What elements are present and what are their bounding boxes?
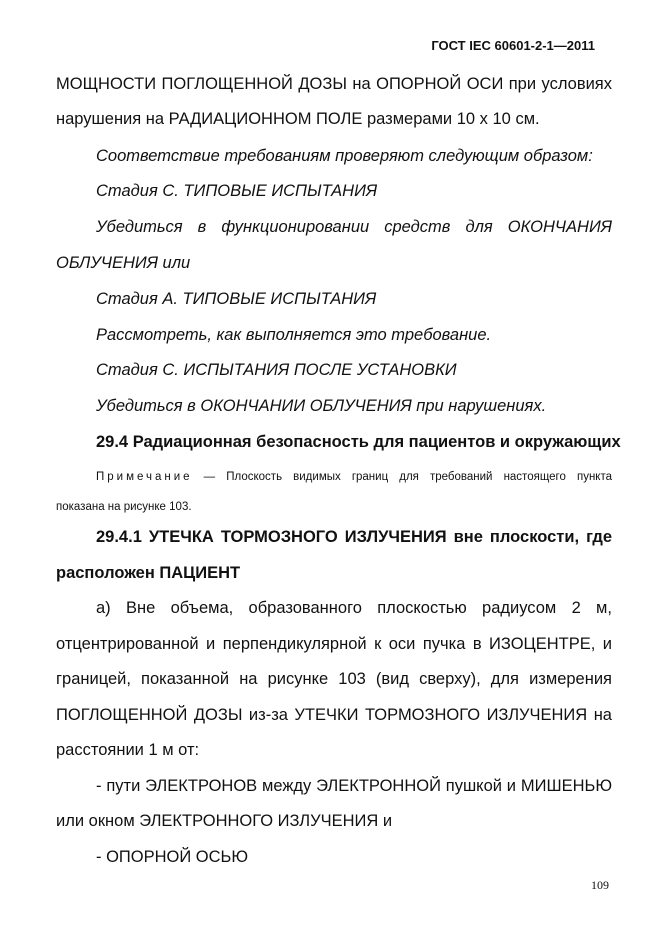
body-line: Стадия С. ИСПЫТАНИЯ ПОСЛЕ УСТАНОВКИ [96, 361, 457, 379]
body-line: расстоянии 1 м от: [56, 741, 200, 759]
body-line: или окном ЭЛЕКТРОННОГО ИЗЛУЧЕНИЯ и [56, 812, 393, 830]
body-line: нарушения на РАДИАЦИОННОМ ПОЛЕ размерами 10 х 10 см. [56, 110, 540, 128]
body-line: а) Вне объема, образованного плоскостью радиусом 2 м, [96, 599, 612, 617]
note-line [96, 466, 612, 488]
body-line: Стадия А. ТИПОВЫЕ ИСПЫТАНИЯ [96, 290, 377, 308]
body-line: - пути ЭЛЕКТРОНОВ между ЭЛЕКТРОННОЙ пушкой и МИШЕНЬЮ [96, 777, 612, 795]
body-line: ПОГЛОЩЕННОЙ ДОЗЫ из-за УТЕЧКИ ТОРМОЗНОГО ИЗЛУЧЕНИЯ на [56, 706, 612, 724]
body-line: Убедиться в функционировании средств для ОКОНЧАНИЯ [96, 218, 612, 236]
body-line: ОБЛУЧЕНИЯ или [56, 254, 191, 272]
page-number: 109 [591, 878, 609, 892]
document-header: ГОСТ IEC 60601-2-1—2011 [431, 38, 595, 53]
body-line: Стадия С. ТИПОВЫЕ ИСПЫТАНИЯ [96, 182, 378, 200]
body-line: Соответствие требованиям проверяют следующим образом: [96, 147, 593, 165]
note-text: — Плоскость видимых границ для требований настоящего пункта [192, 471, 612, 483]
note-line: показана на рисунке 103. [56, 501, 192, 513]
body-line: Убедиться в ОКОНЧАНИИ ОБЛУЧЕНИЯ при нарушениях. [96, 397, 547, 415]
body-line: МОЩНОСТИ ПОГЛОЩЕННОЙ ДОЗЫ на ОПОРНОЙ ОСИ при условиях [56, 75, 612, 93]
body-line: границей, показанной на рисунке 103 (вид сверху), для измерения [56, 670, 612, 688]
subsection-heading: 29.4.1 УТЕЧКА ТОРМОЗНОГО ИЗЛУЧЕНИЯ вне плоскости, где [96, 528, 612, 546]
subsection-heading: расположен ПАЦИЕНТ [56, 564, 241, 582]
body-line: отцентрированной и перпендикулярной к оси пучка в ИЗОЦЕНТРЕ, и [56, 635, 612, 653]
section-heading: 29.4 Радиационная безопасность для пациентов и окружающих [96, 433, 621, 451]
body-line: - ОПОРНОЙ ОСЬЮ [96, 848, 249, 866]
body-line: Рассмотреть, как выполняется это требование. [96, 326, 492, 344]
note-label: Примечание [96, 471, 193, 483]
